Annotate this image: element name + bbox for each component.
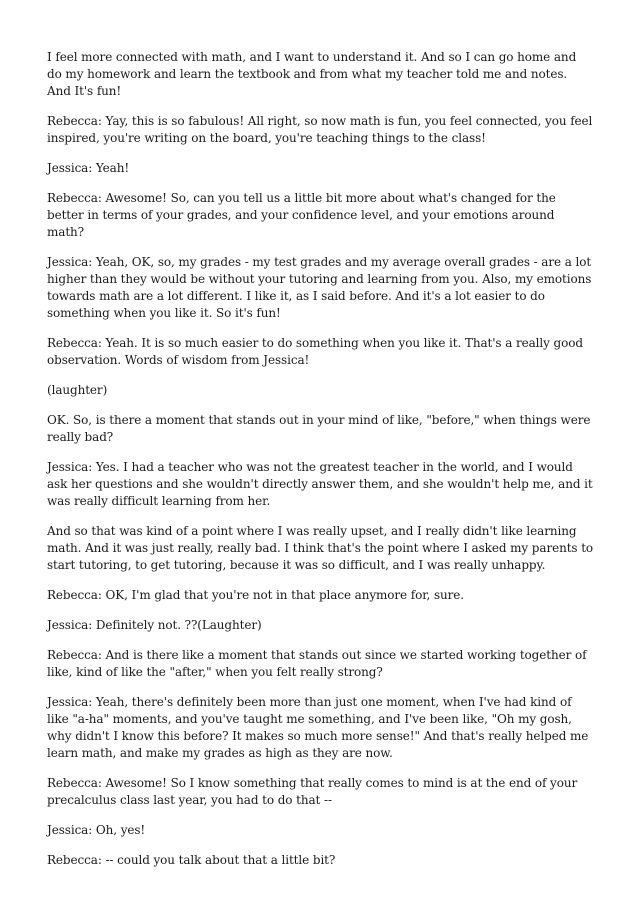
transcript-paragraph: I feel more connected with math, and I want to understand it. And so I can go home and do my homework and learn the textbook and from what my teacher told me and notes. And It's fun! [47,50,577,98]
transcript-paragraph: Rebecca: -- could you talk about that a little bit? [47,853,336,867]
transcript-paragraph: Jessica: Yeah, there's definitely been more than just one moment, when I've had kind of like "a-ha" moments, and you've taught me something, and I've been like, "Oh my gosh, why didn't I know this before? It makes so much more sense!" And that's really helped me learn math, and make my grades as high as they are now. [47,695,589,760]
transcript-paragraph: Rebecca: Yeah. It is so much easier to do something when you like it. That's a really good observation. Words of wisdom from Jessica! [47,336,583,367]
transcript-paragraph: And so that was kind of a point where I was really upset, and I really didn't like learning math. And it was just really, really bad. I think that's the point where I asked my parents to start tutoring, to get tutoring, because it was so difficult, and I was really unhappy. [47,524,594,572]
transcript-paragraph: Jessica: Yeah, OK, so, my grades - my test grades and my average overall grades - are a lot higher than they would be without your tutoring and learning from you. Also, my emotions towards math are a lot different. I like it, as I said before. And it's a lot easier to do something when you like it. So it's fun! [47,255,592,320]
transcript-paragraph: Rebecca: And is there like a moment that stands out since we started working together of like, kind of like the "after," when you felt really strong? [47,648,587,679]
transcript-paragraph: OK. So, is there a moment that stands out in your mind of like, "before," when things were really bad? [47,413,591,444]
transcript-paragraph: (laughter) [47,383,108,397]
transcript-paragraph: Jessica: Oh, yes! [47,823,146,837]
transcript-paragraph: Jessica: Yeah! [47,161,130,175]
transcript-paragraph: Jessica: Yes. I had a teacher who was not the greatest teacher in the world, and I would ask her questions and she wouldn't directly answer them, and she wouldn't help me, and it was really difficult learning from her. [47,460,593,508]
transcript-paragraph: Rebecca: Yay, this is so fabulous! All right, so now math is fun, you feel connected, you feel inspired, you're writing on the board, you're teaching things to the class! [47,114,593,145]
transcript-paragraph: Jessica: Definitely not. ??(Laughter) [47,618,262,632]
transcript-paragraph: Rebecca: OK, I'm glad that you're not in that place anymore for, sure. [47,588,465,602]
transcript-paragraph: Rebecca: Awesome! So I know something that really comes to mind is at the end of your precalculus class last year, you had to do that -- [47,776,578,807]
transcript-paragraph: Rebecca: Awesome! So, can you tell us a little bit more about what's changed for the better in terms of your grades, and your confidence level, and your emotions around math? [47,191,556,239]
